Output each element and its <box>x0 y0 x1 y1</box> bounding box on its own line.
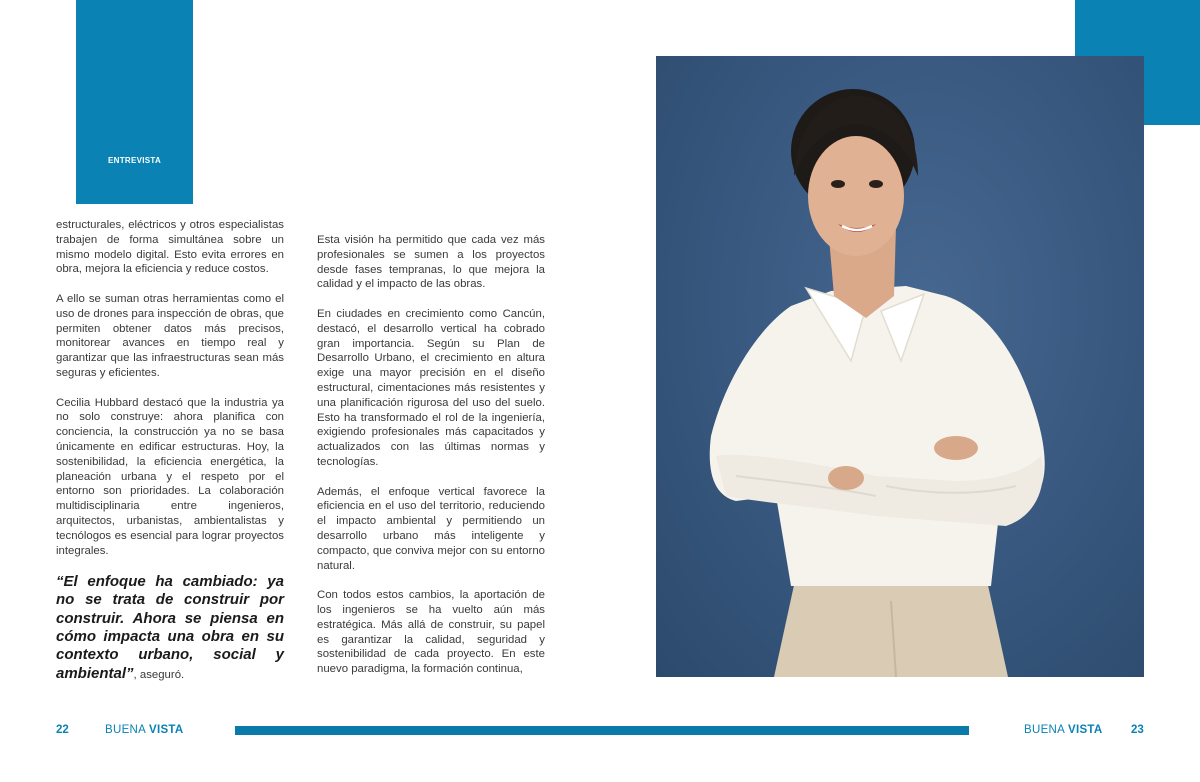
portrait-illustration <box>656 56 1144 677</box>
brand-left <box>105 724 184 736</box>
brand-bold: VISTA <box>1068 724 1103 736</box>
paragraph: A ello se suman otras herramientas como el uso de drones para inspección de obras, que permiten obtener datos más precisos, monitorear avances en tiempo real y garantizar que las infraestructuras sean más seguras y eficientes. <box>56 292 284 379</box>
brand-light: BUENA <box>1024 724 1065 736</box>
brand-bold: VISTA <box>149 724 184 736</box>
paragraph: En ciudades en crecimiento como Cancún, destacó, el desarrollo vertical ha cobrado gran importancia. Según su Plan de Desarrollo Urbano, el crecimiento en altura exige una mayor precisión en el diseño estructural, cimentaciones más resistentes y una planificación rigurosa del uso del suelo. Esto ha transformado el rol de la ingeniería, exigiendo profesionales más capacitados y actualizados con las últimas normas y tecnologías. <box>317 307 545 468</box>
paragraph: Con todos estos cambios, la aportación de los ingenieros se ha vuelto aún más estratégica. Más allá de construir, su papel es garantizar la calidad, seguridad y sostenibilidad de cada proyecto. En este nuevo paradigma, la formación continua, <box>317 589 545 676</box>
article-column-1 <box>56 218 284 699</box>
paragraph: Esta visión ha permitido que cada vez más profesionales se sumen a los proyectos desde fases tempranas, lo que mejora la calidad y el impacto de las obras. <box>317 234 545 291</box>
pull-quote <box>56 573 284 684</box>
quote-attribution: , aseguró. <box>133 668 185 681</box>
section-label: ENTREVISTA <box>108 156 162 165</box>
brand-right <box>1024 724 1103 736</box>
page-number-left: 22 <box>56 724 69 736</box>
brand-light: BUENA <box>105 724 146 736</box>
article-column-2 <box>317 233 545 692</box>
paragraph: estructurales, eléctricos y otros especialistas trabajen de forma simultánea sobre un mismo modelo digital. Esto evita errores en obra, mejora la eficiencia y reduce costos. <box>56 219 284 276</box>
footer-divider-bar <box>235 726 969 735</box>
paragraph: Cecilia Hubbard destacó que la industria ya no solo construye: ahora planifica con conciencia, la construcción ya no se basa únicamente en edificar estructuras. Hoy, la sostenibilidad, la eficiencia energética, la planeación urbana y el respeto por el entorno son prioridades. La colaboración multidisciplinaria entre ingenieros, arquitectos, urbanistas, ambientalistas y tecnólogos es esencial para lograr proyectos integrales. <box>56 396 284 557</box>
paragraph: Además, el enfoque vertical favorece la eficiencia en el uso del territorio, reduciendo el impacto ambiental y permitiendo un desarrollo urbano más inteligente y compacto, que conviva mejor con su entorno natural. <box>317 485 545 572</box>
portrait-photo <box>656 56 1144 677</box>
quote-text: “El enfoque ha cambiado: ya no se trata de construir por construir. Ahora se piensa en cómo impacta una obra en su contexto urbano, social y ambiental” <box>56 573 284 682</box>
page-number-right: 23 <box>1131 724 1144 736</box>
section-tab <box>76 0 193 204</box>
